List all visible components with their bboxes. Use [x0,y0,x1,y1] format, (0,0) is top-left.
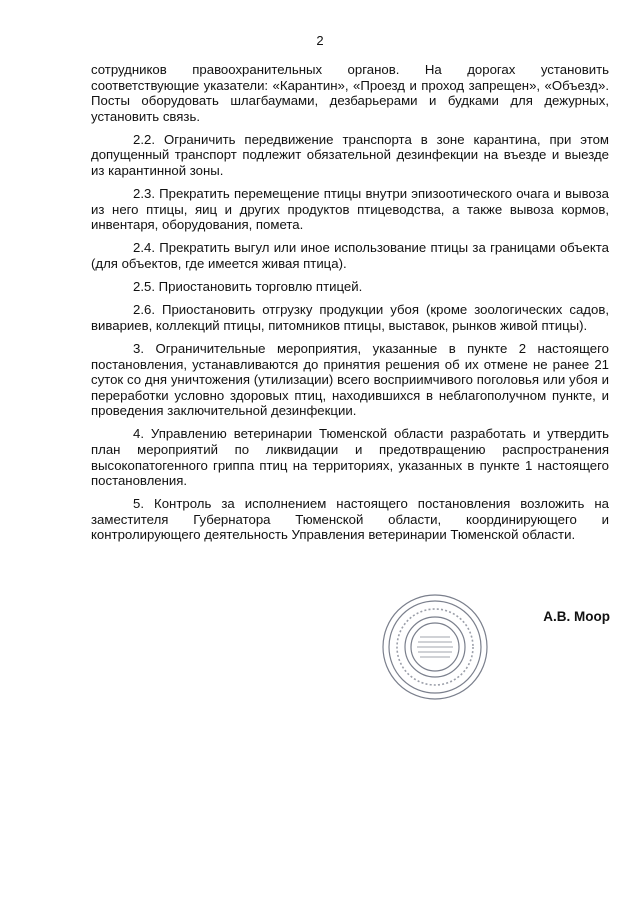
paragraph-2-4: 2.4. Прекратить выгул или иное использование птицы за границами объекта (для объектов, где имеется живая птица). [91,240,609,272]
paragraph-3: 3. Ограничительные мероприятия, указанные в пункте 2 настоящего постановления, устанавливаются до принятия решения об их отмене не ранее 21 суток со дня уничтожения (утилизации) всего восприимчивого поголовья или убоя и переработки условно здоровых птиц, находившихся в неблагополучном пункте, и проведения заключительной дезинфекции. [91,340,609,419]
official-seal-stamp [380,592,490,702]
paragraph-continuation: сотрудников правоохранительных органов. На дорогах установить соответствующие указатели: «Карантин», «Проезд и проход запрещен», «Объезд». Посты оборудовать шлагбаумами, дезбарьерами и будками для дежурных, установить связь. [91,62,609,124]
paragraph-2-2: 2.2. Ограничить передвижение транспорта в зоне карантина, при этом допущенный транспорт подлежит обязательной дезинфекции на въезде и выезде из карантинной зоны. [91,131,609,179]
page-number: 2 [316,33,324,48]
paragraph-2-6: 2.6. Приостановить отгрузку продукции убоя (кроме зоологических садов, вивариев, коллекций птицы, питомников птицы, выставок, рынков живой птицы). [91,302,609,333]
paragraph-2-3: 2.3. Прекратить перемещение птицы внутри эпизоотического очага и вывоза из него птицы, яиц и других продуктов птицеводства, а также вывоза кормов, инвентаря, оборудования, помета. [91,186,609,233]
signature-block [370,592,610,702]
paragraph-2-5: 2.5. Приостановить торговлю птицей. [133,279,363,295]
paragraph-5: 5. Контроль за исполнением настоящего постановления возложить на заместителя Губернатора Тюменской области, координирующего и контролирующего деятельность Управления ветеринарии Тюменской области. [91,496,609,543]
paragraph-4: 4. Управлению ветеринарии Тюменской области разработать и утвердить план мероприятий по ликвидации и предотвращению распространения высокопатогенного гриппа птиц на территориях, указанных в пункте 1 настоящего постановления. [91,426,609,489]
signatory-name: А.В. Моор [543,609,610,624]
document-body [91,62,609,551]
